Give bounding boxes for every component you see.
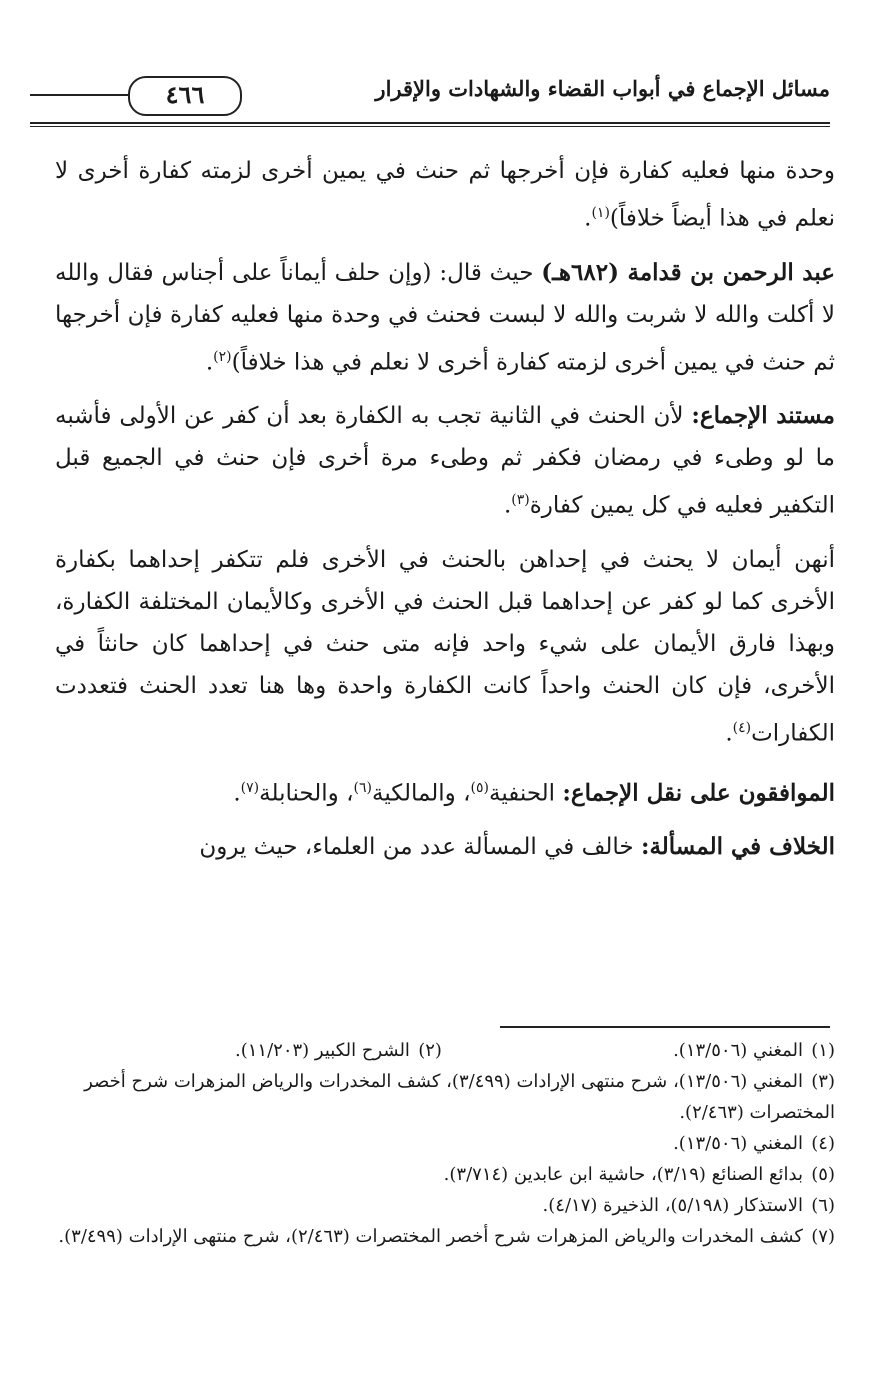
footnote-separator (500, 1026, 830, 1028)
paragraph-4: أنهن أيمان لا يحنث في إحداهن بالحنث في الأخرى فلم تتكفر إحداهما بكفارة الأخرى كما لو كفر عن إحداهما قبل الحنث في الأخرى وكالأيمان المختلفة الكفارة، وبهذا فارق الأيمان على شيء واحد فإنه متى حنث في إحداهما كان حانثاً في الأخرى، فإن كان الحنث واحداً كانت الكفارة واحدة وها هنا تعدد الحنث فتعددت الكفارات$^{(٤)}$. (55, 546, 835, 747)
paragraph-1: وحدة منها فعليه كفارة فإن أخرجها ثم حنث في يمين أخرى لزمته كفارة أخرى لا نعلم في هذا أيضاً خلافاً)$^{(١)}$. (55, 158, 835, 232)
footnote-item: (٧)كشف المخدرات والرياض المزهرات شرح أخصر المختصرات (٢/٤٦٣)، شرح منتهى الإرادات (٣/٤٩٩). (58, 1226, 835, 1247)
paragraph-5: الموافقون على نقل الإجماع: الحنفية$^{(٥)}$، والمالكية$^{(٦)}$، والحنابلة$^{(٧)}$. (233, 779, 835, 807)
footnote-ref-2: (٢) (213, 348, 232, 365)
footnote-ref-5: (٥) (470, 779, 489, 796)
footnote-ref-7: (٧) (240, 779, 260, 796)
footnote-item: (٥)بدائع الصنائع (٣/١٩)، حاشية ابن عابدين (٣/٧١٤). (443, 1164, 835, 1185)
footnote-row (55, 1035, 835, 1066)
footnote-ref-1: (١) (591, 205, 610, 221)
footnote-ref-4: (٤) (732, 719, 752, 736)
footnote-ref-6: (٦) (353, 779, 372, 796)
scholar-name: عبد الرحمن بن قدامة (٦٨٢هـ) (541, 258, 835, 286)
footnote-item: (٦)الاستذكار (٥/١٩٨)، الذخيرة (٤/١٧). (542, 1195, 835, 1216)
page-number: ٤٦٦ (128, 76, 242, 116)
main-text (55, 150, 835, 880)
footnote-item: (٢)الشرح الكبير (١١/٢٠٣). (235, 1040, 442, 1061)
paragraph-3: مستند الإجماع: لأن الحنث في الثانية تجب به الكفارة بعد أن كفر عن الأولى فأشبه ما لو وطىء في رمضان فكفر ثم وطىء مرة أخرى فإن حنث في الجميع قبل التكفير فعليه في كل يمين كفارة$^{(٣)}$. (55, 402, 835, 519)
header-divider-thin (30, 126, 830, 127)
paragraph-2: عبد الرحمن بن قدامة (٦٨٢هـ) حيث قال: (وإن حلف أيماناً على أجناس فقال والله لا أكلت والله لا شربت والله لا لبست فحنث في وحدة منها فعليه كفارة فإن أخرجها ثم حنث في يمين أخرى لزمته كفارة أخرى لا نعلم في هذا خلافاً)$^{(٢)}$. (55, 258, 835, 376)
footnote-ref-3: (٣) (511, 492, 530, 509)
running-header (30, 70, 830, 120)
header-ornament-rule (30, 94, 128, 96)
header-divider (30, 122, 830, 124)
header-title: مسائل الإجماع في أبواب القضاء والشهادات والإقرار (375, 76, 830, 101)
footnote-item: (٣)المغني (١٣/٥٠٦)، شرح منتهى الإرادات (٣/٤٩٩)، كشف المخدرات والرياض المزهرات شرح أخصر المختصرات (٢/٤٦٣). (84, 1071, 835, 1123)
footnotes (55, 1035, 835, 1252)
section-heading: الخلاف في المسألة: (640, 833, 835, 861)
footnote-item: (١)المغني (١٣/٥٠٦). (673, 1040, 835, 1061)
section-heading: مستند الإجماع: (691, 402, 835, 430)
paragraph-6: الخلاف في المسألة: خالف في المسألة عدد من العلماء، حيث يرون (199, 833, 835, 861)
section-heading: الموافقون على نقل الإجماع: (562, 779, 835, 807)
footnote-item: (٤)المغني (١٣/٥٠٦). (673, 1133, 835, 1154)
